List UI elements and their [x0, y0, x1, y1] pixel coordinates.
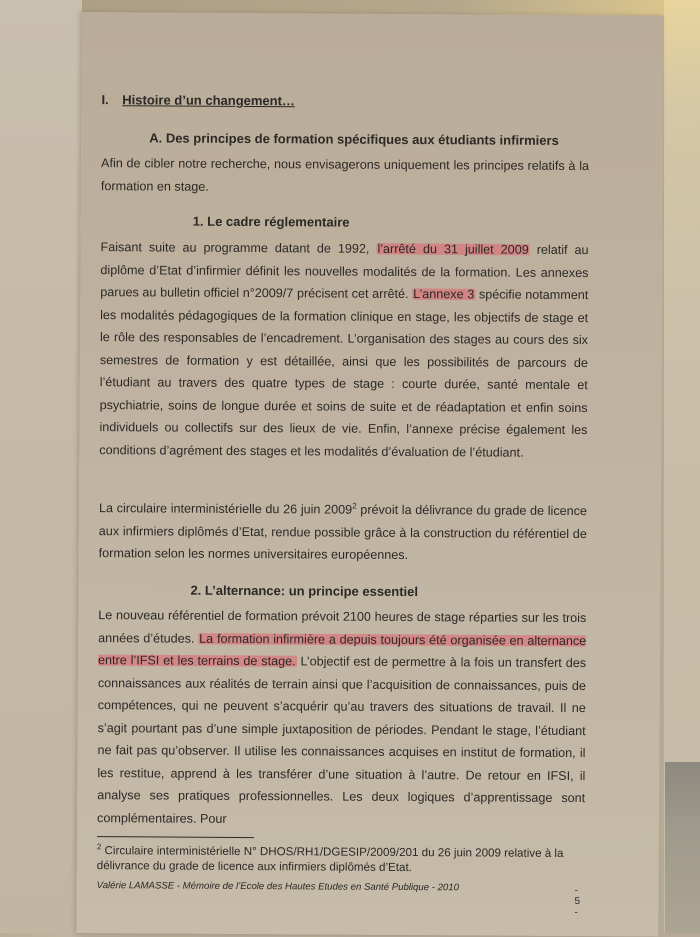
intro-paragraph: Afin de cibler notre recherche, nous envisagerons uniquement les principes relatifs à la formation en stage. [100, 156, 590, 194]
subsection-heading-a: A. Des principes de formation spécifiques aux étudiants infirmiers [149, 130, 559, 148]
section-title: Histoire d’un changement… [122, 92, 296, 109]
text-run: Le nouveau référentiel de formation prévoit 2100 heures de stage réparties sur les trois années d’études. [98, 608, 587, 646]
background-left [0, 0, 82, 933]
text-run: prévoit la délivrance du grade de licence aux infirmiers diplômés d’Etat, rendue possible grâce à la construction du référentiel de formation selon les normes universitaires européennes. [98, 502, 588, 563]
highlighted-text: La formation infirmière a depuis toujours été organisée en alternance entre l’IFSI et les terrains de stage. [97, 631, 587, 669]
paragraph-alternance [97, 604, 586, 832]
footnote-text: Circulaire interministérielle N° DHOS/RH1/DGESIP/2009/201 du 26 juin 2009 relative à la délivrance du grade de licence aux infirmiers diplômés d’Etat. [96, 844, 564, 874]
section-heading [101, 92, 295, 108]
background-shadow [665, 762, 700, 933]
text-run: Faisant suite au programme datant de 1992, [100, 240, 377, 256]
text-run: L’objectif est de permettre à la fois un transfert des connaissances aux réalités de terrain ainsi que l’acquisition de connaissances, puis de compétences, qui ne peuvent s’acquérir qu’au travers des situations de travail. Il ne s’agit pourtant pas d’une simple juxtaposition de périodes. Pendant le stage, l’étudiant ne fait pas qu’observer. Il utilise les connaissances acquises en institut de formation, il les restitue, apprend à les transférer d’une situation à l’autre. De retour en IFSI, il analyse ses pratiques professionnelles. Les deux logiques d’apprentissage sont complémentaires. Pour [97, 654, 587, 826]
highlighted-text: l’arrêté du 31 juillet 2009 [377, 241, 529, 257]
paragraph-circulaire [99, 497, 587, 567]
text-run: relatif au diplôme d’Etat d’infirmier définit les nouvelles modalités de la formation. Les annexes parues au bulletin officiel n°2009/7 précisent cet arrêté. [100, 242, 589, 302]
text-run: La circulaire interministérielle du 26 juin 2009 [98, 501, 353, 517]
highlighted-text: L’annexe 3 [413, 287, 475, 302]
footnote-mark: 2 [96, 842, 102, 852]
footnote-separator [97, 836, 254, 838]
footnote [97, 844, 597, 876]
document-page [76, 12, 664, 937]
page-number: - 5 - [574, 885, 581, 919]
paragraph-cadre [99, 236, 588, 464]
page-content [96, 92, 590, 919]
text-run: spécifie notamment les modalités pédagogiques de la formation clinique en stage, les objectifs de stage et le rôle des responsables de l’encadrement. L’organisation des stages au cours des six semestres de formation y est détaillée, ainsi que les possibilités de parcours de l’étudiant au travers des quatre types de stage : courte durée, santé mentale et psychiatrie, soins de longue durée et soins de suite et de réadaptation et enfin soins individuels ou collectifs sur des lieux de vie. Enfin, l’annexe précise également les conditions d’agrément des stages et les modalités d’évaluation de l’étudiant. [99, 287, 589, 460]
running-footer: Valérie LAMASSE - Mémoire de l’Ecole des Hautes Etudes en Santé Publique - 2010 [96, 880, 459, 894]
heading-alternance: 2. L’alternance: un principe essentiel [190, 582, 419, 600]
section-number: I. [101, 92, 109, 108]
footnote-reference: 2 [352, 501, 357, 511]
heading-cadre-reglementaire: 1. Le cadre réglementaire [192, 213, 350, 230]
